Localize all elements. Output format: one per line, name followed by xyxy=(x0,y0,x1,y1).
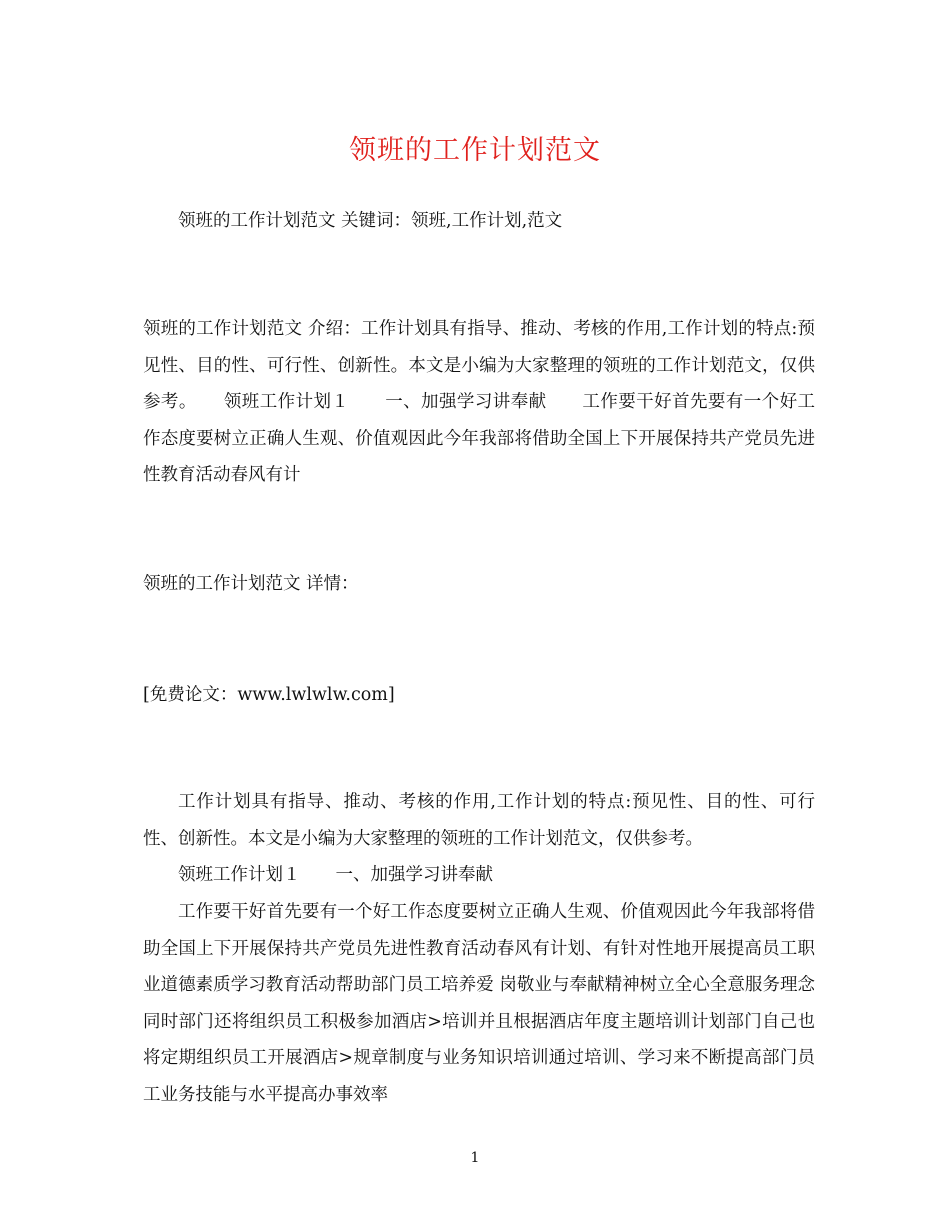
body-paragraph-2: 工作要干好首先要有一个好工作态度要树立正确人生观、价值观因此今年我部将借助全国上下开展保持共产党员先进性教育活动春风有计划、有针对性地开展提高员工职业道德素质学习教育活动帮助部门员工培养爱 岗敬业与奉献精神树立全心全意服务理念同时部门还将组织员工积极参加酒店>培训并且根据酒店年度主题培训计划部门自己也将定期组织员工开展酒店>规章制度与业务知识培训通过培训、学习来不断提高部门员工业务技能与水平提高办事效率 xyxy=(143,902,815,1105)
keywords-line: 领班的工作计划范文 关键词：领班,工作计划,范文 xyxy=(178,211,563,231)
intro-paragraph: 领班的工作计划范文 介绍：工作计划具有指导、推动、考核的作用,工作计划的特点:预见性、目的性、可行性、创新性。本文是小编为大家整理的领班的工作计划范文，仅供参考。 领班工作计划１ 一、加强学习讲奉献 工作要干好首先要有一个好工作态度要树立正确人生观、价值观因此今年我部将借助全国上下开展保持共产党员先进性教育活动春风有计 xyxy=(143,319,815,485)
document-title: 领班的工作计划范文 xyxy=(349,135,601,166)
body-paragraph-1: 工作计划具有指导、推动、考核的作用,工作计划的特点:预见性、目的性、可行性、创新性。本文是小编为大家整理的领班的工作计划范文，仅供参考。 xyxy=(143,792,815,849)
page-number: 1 xyxy=(470,1150,480,1166)
free-paper-link[interactable]: [免费论文：www.lwlwlw.com] xyxy=(143,685,395,705)
details-label: 领班的工作计划范文 详情： xyxy=(143,574,359,594)
section-heading: 领班工作计划１ 一、加强学习讲奉献 xyxy=(178,865,493,885)
